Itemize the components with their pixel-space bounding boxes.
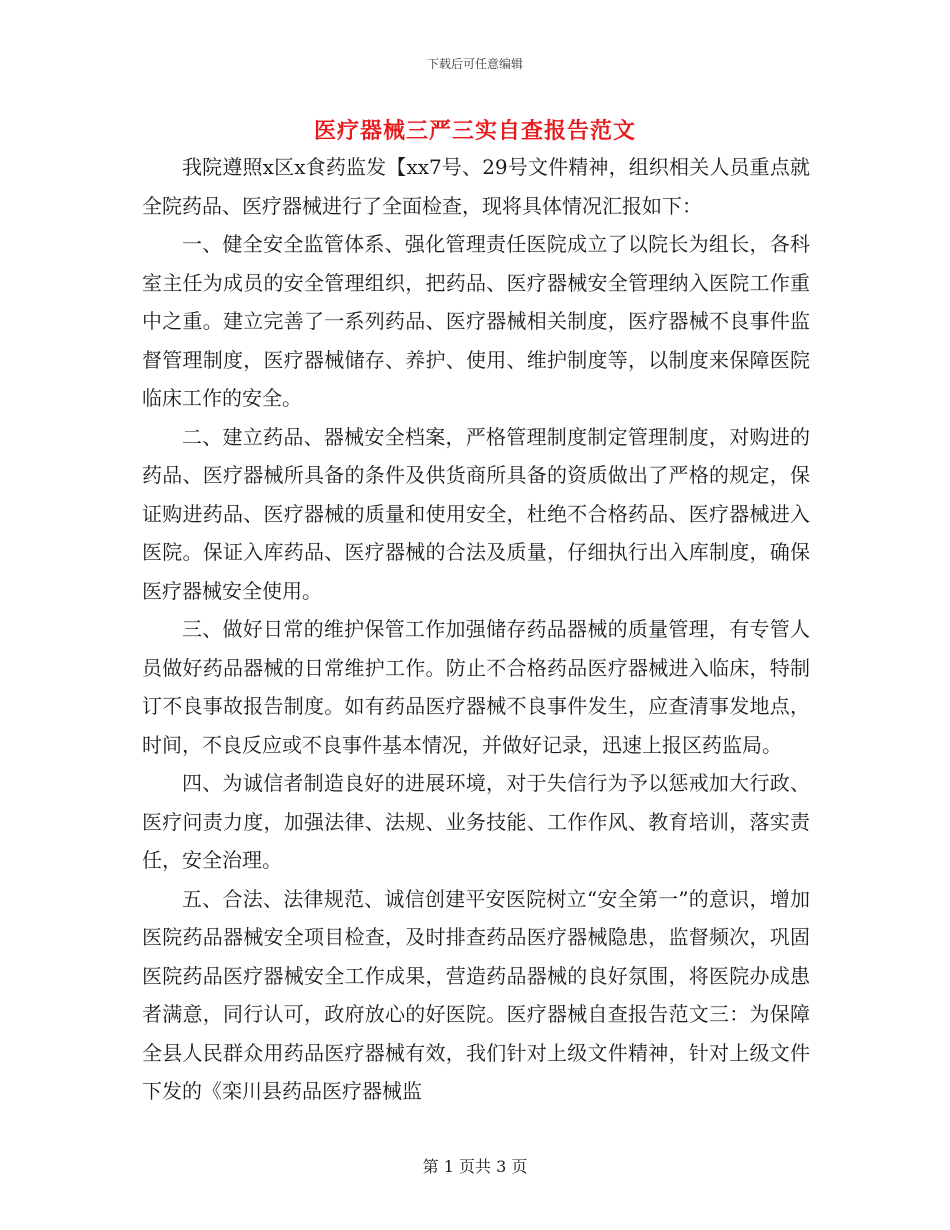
paragraph-section-4: 四、为诚信者制造良好的进展环境，对于失信行为予以惩戒加大行政、医疗问责力度，加强法律、法规、业务技能、工作作风、教育培训，落实责任，安全治理。 — [142, 771, 810, 872]
document-body — [142, 148, 810, 1111]
paragraph-section-2: 二、建立药品、器械安全档案，严格管理制度制定管理制度，对购进的药品、医疗器械所具备的条件及供货商所具备的资质做出了严格的规定，保证购进药品、医疗器械的质量和使用安全，杜绝不合格药品、医疗器械进入医院。保证入库药品、医疗器械的合法及质量，仔细执行出入库制度，确保医疗器械安全使用。 — [142, 424, 810, 603]
page-number: 第 1 页共 3 页 — [422, 1157, 528, 1176]
paragraph-section-1: 一、健全安全监管体系、强化管理责任医院成立了以院长为组长，各科室主任为成员的安全管理组织，把药品、医疗器械安全管理纳入医院工作重中之重。建立完善了一系列药品、医疗器械相关制度，医疗器械不良事件监督管理制度，医疗器械储存、养护、使用、维护制度等，以制度来保障医院临床工作的安全。 — [142, 232, 810, 410]
paragraph-intro: 我院遵照x区x食药监发【xx7号、29号文件精神，组织相关人员重点就全院药品、医疗器械进行了全面检查，现将具体情况汇报如下： — [142, 155, 810, 218]
paragraph-section-5: 五、合法、法律规范、诚信创建平安医院树立“安全第一”的意识，增加医院药品器械安全项目检查，及时排查药品医疗器械隐患，监督频次，巩固医院药品医疗器械安全工作成果，营造药品器械的良好氛围，将医院办成患者满意，同行认可，政府放心的好医院。医疗器械自查报告范文三：为保障全县人民群众用药品医疗器械有效，我们针对上级文件精神，针对上级文件下发的《栾川县药品医疗器械监 — [142, 886, 810, 1103]
document-title: 医疗器械三严三实自查报告范文 — [313, 118, 636, 144]
paragraph-section-3: 三、做好日常的维护保管工作加强储存药品器械的质量管理，有专管人员做好药品器械的日常维护工作。防止不合格药品医疗器械进入临床，特制订不良事故报告制度。如有药品医疗器械不良事件发生，应查清事发地点，时间，不良反应或不良事件基本情况，并做好记录，迅速上报区药监局。 — [142, 617, 810, 757]
header-note: 下载后可任意编辑 — [426, 57, 523, 71]
